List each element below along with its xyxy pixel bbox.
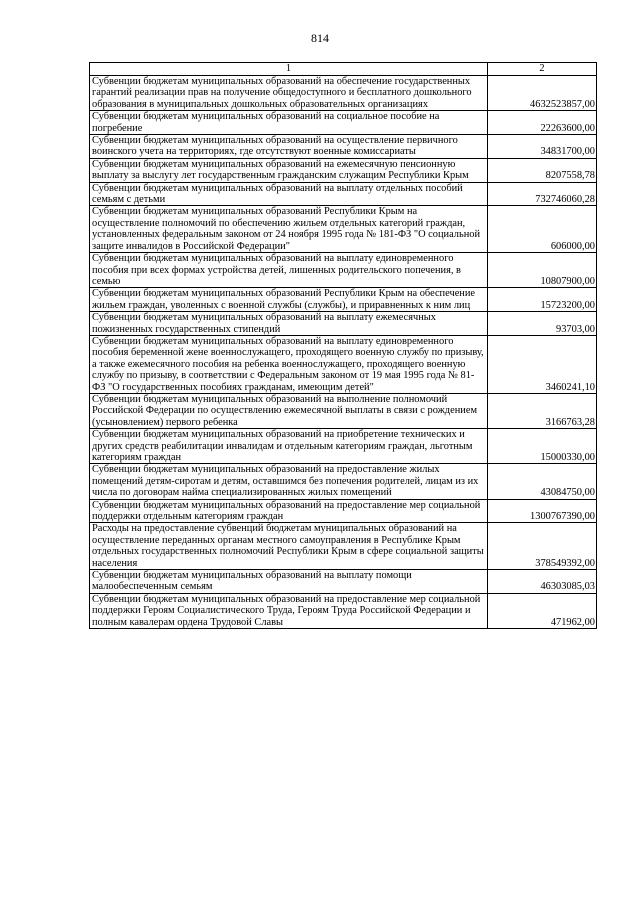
row-description: Субвенции бюджетам муниципальных образований на выплату отдельных пособий семьям с детьми	[90, 182, 488, 206]
row-amount: 10807900,00	[488, 253, 597, 288]
table-row	[90, 182, 597, 206]
row-description: Субвенции бюджетам муниципальных образований на выплату единовременного пособия при всех формах устройства детей, лишенных родительского попечения, в семью	[90, 253, 488, 288]
row-description: Субвенции бюджетам муниципальных образований на приобретение технических и других средств реабилитации инвалидам и отдельным категориям граждан, льготным категориям граждан	[90, 429, 488, 464]
table-row	[90, 135, 597, 159]
table-row	[90, 111, 597, 135]
table-row	[90, 335, 597, 393]
table-row	[90, 393, 597, 428]
row-description: Субвенции бюджетам муниципальных образований на предоставление мер социальной поддержки отдельным категориям граждан	[90, 499, 488, 523]
row-amount: 3460241,10	[488, 335, 597, 393]
table-row	[90, 523, 597, 570]
table-row	[90, 464, 597, 499]
row-amount: 43084750,00	[488, 464, 597, 499]
row-amount: 15723200,00	[488, 288, 597, 312]
table-row	[90, 253, 597, 288]
row-amount: 93703,00	[488, 312, 597, 336]
table-row	[90, 288, 597, 312]
table-header-row	[90, 63, 597, 76]
row-description: Субвенции бюджетам муниципальных образований на выплату помощи малообеспеченным семьям	[90, 570, 488, 594]
row-amount: 471962,00	[488, 593, 597, 628]
row-description: Расходы на предоставление субвенций бюджетам муниципальных образований на осуществление переданных органам местного самоуправления в Республике Крым отдельных государственных полномочий Республики Крым в сфере социальной защиты населения	[90, 523, 488, 570]
row-amount: 606000,00	[488, 206, 597, 253]
table-row	[90, 158, 597, 182]
row-description: Субвенции бюджетам муниципальных образований на предоставление мер социальной поддержки Героям Социалистического Труда, Героям Труда Российской Федерации и полным кавалерам ордена Трудовой Славы	[90, 593, 488, 628]
table-row	[90, 570, 597, 594]
row-description: Субвенции бюджетам муниципальных образований на ежемесячную пенсионную выплату за выслугу лет государственным гражданским служащим Республики Крым	[90, 158, 488, 182]
row-description: Субвенции бюджетам муниципальных образований на выплату единовременного пособия беременной жене военнослужащего, проходящего военную службу по призыву, а также ежемесячного пособия на ребенка военнослужащего, проходящего военную службу по призыву, в соответствии с Федеральным законом от 19 мая 1995 года № 81-ФЗ "О государственных пособиях гражданам, имеющим детей"	[90, 335, 488, 393]
row-amount: 22263600,00	[488, 111, 597, 135]
row-description: Субвенции бюджетам муниципальных образований на социальное пособие на погребение	[90, 111, 488, 135]
row-description: Субвенции бюджетам муниципальных образований на осуществление первичного воинского учета на территориях, где отсутствуют военные комиссариаты	[90, 135, 488, 159]
row-description: Субвенции бюджетам муниципальных образований на предоставление жилых помещений детям-сиротам и детям, оставшимся без попечения родителей, лицам из их числа по договорам найма специализированных жилых помещений	[90, 464, 488, 499]
row-description: Субвенции бюджетам муниципальных образований на выплату ежемесячных пожизненных государственных стипендий	[90, 312, 488, 336]
row-amount: 4632523857,00	[488, 76, 597, 111]
table-row	[90, 76, 597, 111]
row-amount: 34831700,00	[488, 135, 597, 159]
row-description: Субвенции бюджетам муниципальных образований Республики Крым на осуществление полномочий по обеспечению жильем отдельных категорий граждан, установленных федеральным законом от 24 ноября 1995 года № 181-ФЗ "О социальной защите инвалидов в Российской Федерации"	[90, 206, 488, 253]
page-number: 814	[311, 31, 329, 45]
subventions-table	[89, 62, 597, 629]
row-amount: 732746060,28	[488, 182, 597, 206]
column-header-1: 1	[90, 63, 488, 76]
row-amount: 1300767390,00	[488, 499, 597, 523]
row-amount: 378549392,00	[488, 523, 597, 570]
column-header-2: 2	[488, 63, 597, 76]
row-description: Субвенции бюджетам муниципальных образований на выполнение полномочий Российской Федерации по осуществлению ежемесячной выплаты в связи с рождением (усыновлением) первого ребенка	[90, 393, 488, 428]
row-amount: 8207558,78	[488, 158, 597, 182]
row-amount: 15000330,00	[488, 429, 597, 464]
row-description: Субвенции бюджетам муниципальных образований Республики Крым на обеспечение жильем граждан, уволенных с военной службы (службы), и приравненных к ним лиц	[90, 288, 488, 312]
table-row	[90, 206, 597, 253]
table-row	[90, 429, 597, 464]
table-row	[90, 312, 597, 336]
row-amount: 46303085,03	[488, 570, 597, 594]
row-amount: 3166763,28	[488, 393, 597, 428]
table-row	[90, 593, 597, 628]
table-row	[90, 499, 597, 523]
row-description: Субвенции бюджетам муниципальных образований на обеспечение государственных гарантий реализации прав на получение общедоступного и бесплатного дошкольного образования в муниципальных дошкольных образовательных организациях	[90, 76, 488, 111]
